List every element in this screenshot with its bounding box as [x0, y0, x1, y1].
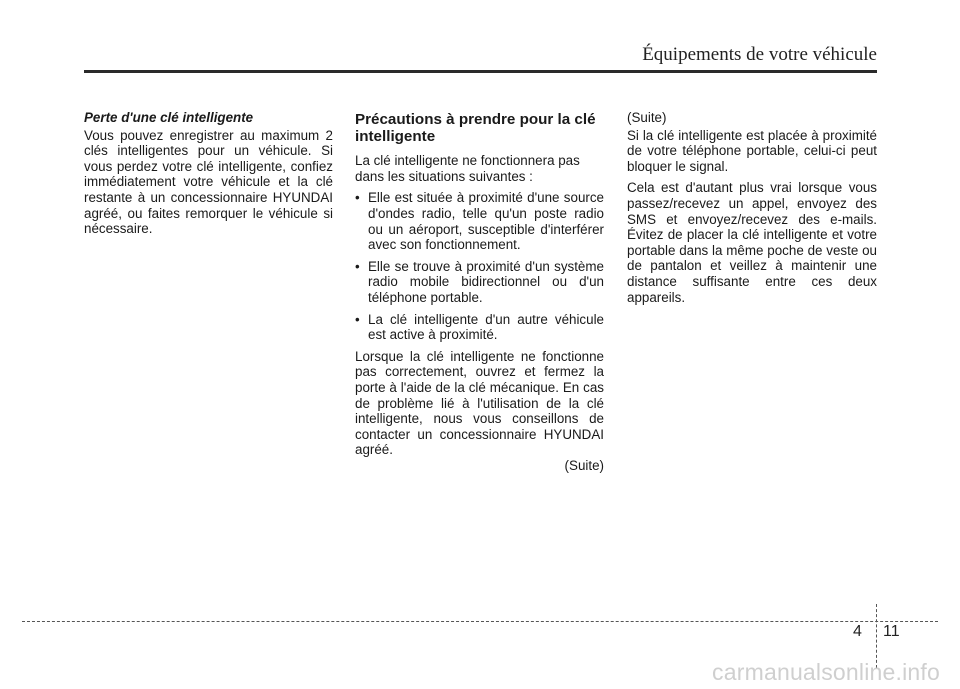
lost-key-paragraph: Vous pouvez enregistrer au maximum 2 clés intelligentes pour un véhicule. Si vous perdez votre clé intelligente, confiez immédiatement votre véhicule et la clé restante à un concessionnaire HYUNDAI agréé, ou faites remorquer le véhicule si nécessaire. — [84, 127, 333, 237]
precautions-paragraph: Lorsque la clé intelligente ne fonctionne pas correctement, ouvrez et fermez la porte à l'aide de la clé mécanique. En cas de problème lié à l'utilisation de la clé intelligente, nous vous conseillons de contacter un concessionnaire HYUNDAI agréé. — [355, 348, 604, 458]
continued-header: (Suite) — [627, 110, 667, 125]
list-item: • La clé intelligente d'un autre véhicule est active à proximité. — [355, 311, 604, 343]
bullet-icon: • — [355, 190, 360, 206]
bullet-icon: • — [355, 311, 360, 327]
precautions-intro: La clé intelligente ne fonctionnera pas dans les situations suivantes : — [355, 153, 580, 184]
precautions-heading: Précautions à prendre pour la clé intelligente — [355, 111, 596, 145]
header-divider — [84, 70, 877, 73]
phone-interference-paragraph: Si la clé intelligente est placée à proximité de votre téléphone portable, celui-ci peut bloquer le signal. — [627, 127, 877, 174]
page-number: 11 — [883, 623, 900, 640]
bullet-icon: • — [355, 258, 360, 274]
chapter-number: 4 — [853, 623, 862, 640]
column-continued — [627, 110, 877, 311]
section-title: Équipements de votre véhicule — [642, 44, 877, 65]
list-item: • Elle se trouve à proximité d'un système radio mobile bidirectionnel ou d'un téléphone portable. — [355, 258, 604, 305]
continued-note: (Suite) — [564, 457, 604, 473]
footer-divider — [22, 621, 938, 622]
watermark: carmanualsonline.info — [712, 659, 940, 685]
phone-pocket-paragraph: Cela est d'autant plus vrai lorsque vous passez/recevez un appel, envoyez des SMS et envoyez/recevez des e-mails. Évitez de placer la clé intelligente et votre portable dans la même poche de veste ou de pantalon et veillez à maintenir une distance suffisante entre ces deux appareils. — [627, 180, 877, 305]
list-item: • Elle est située à proximité d'une source d'ondes radio, telle qu'un poste radio ou un aéroport, susceptible d'interférer avec son fonctionnement. — [355, 190, 604, 253]
column-precautions — [355, 112, 604, 479]
column-lost-key — [84, 110, 333, 243]
precautions-list — [355, 190, 604, 342]
lost-key-subtitle: Perte d'une clé intelligente — [84, 110, 254, 125]
